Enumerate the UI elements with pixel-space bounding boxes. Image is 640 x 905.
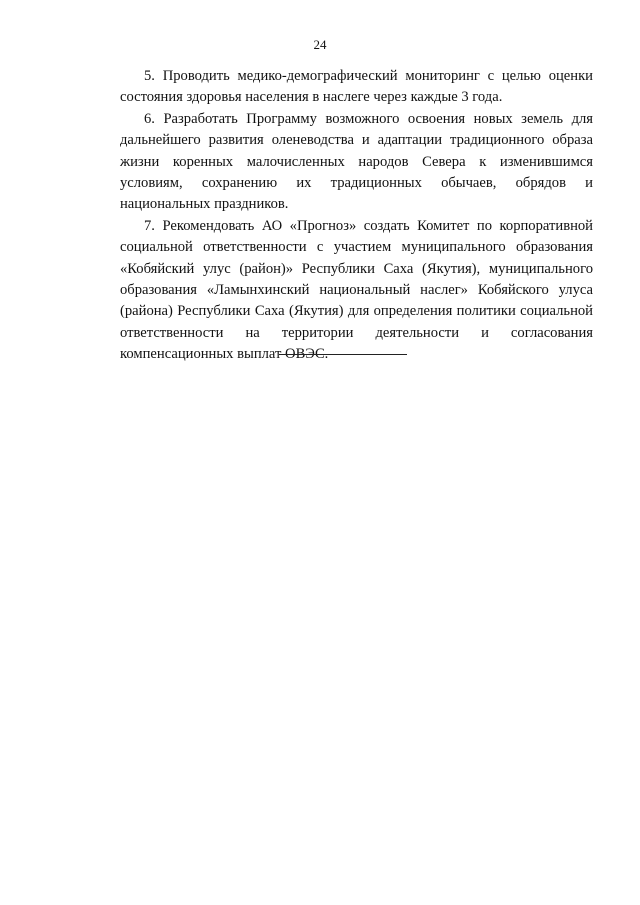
closing-separator-line [279, 354, 407, 355]
document-body [120, 66, 593, 366]
paragraph-item-7: 7. Рекомендовать АО «Прогноз» создать Комитет по корпоративной социальной ответственности с участием муниципального образования «Кобяйский улус (район)» Республики Саха (Якутия), муниципального образования «Ламынхинский национальный наслег» Кобяйского улуса (района) Республики Саха (Якутия) для определения политики социальной ответственности на территории деятельности и согласования компенсационных выплат ОВЭС. [120, 217, 593, 363]
paragraph-item-5: 5. Проводить медико-демографический мониторинг с целью оценки состояния здоровья населения в наслеге через каждые 3 года. [120, 68, 593, 106]
page-number: 24 [313, 37, 327, 52]
paragraph-item-6: 6. Разработать Программу возможного освоения новых земель для дальнейшего развития оленеводства и адаптации традиционного образа жизни коренных малочисленных народов Севера к изменившимся условиям, сохранению их традиционных обычаев, обрядов и национальных праздников. [120, 110, 593, 213]
